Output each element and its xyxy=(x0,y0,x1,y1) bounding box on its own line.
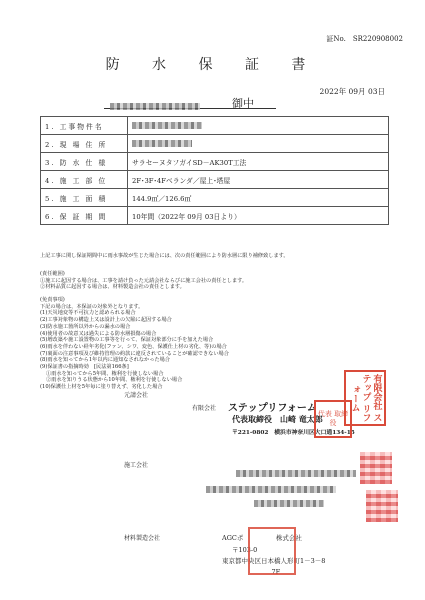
row-label: 3. 防 水 仕 様 xyxy=(41,153,128,171)
list-item: ②材料品質に起因する場合は、材料製造会社の責任とします。 xyxy=(40,284,185,291)
exemptions-intro: 下記の場合は、本保証の対象外となります。 xyxy=(40,303,144,310)
installer-seal-secondary xyxy=(366,490,398,522)
row-value: 10年間（2022年 09月 03日より） xyxy=(128,207,389,225)
list-item: ①施工に起因する場合は、工事を請け負った元請会社ならびに施工会社の責任とします。 xyxy=(40,277,248,284)
manufacturer-address: 東京都中央区日本橋人形町1－3－8 xyxy=(222,557,326,565)
document-title: 防 水 保 証 書 xyxy=(105,57,320,73)
table-row xyxy=(41,117,389,135)
table-row xyxy=(41,207,389,225)
manufacturer-postal: 〒103-0 xyxy=(232,546,258,554)
row-label: 6. 保 証 期 間 xyxy=(41,207,128,225)
manufacturer-building: 7F xyxy=(252,568,281,576)
redacted-installer-address xyxy=(206,486,336,493)
list-item: (7)裏面の注意事項及び維持管理の約款に違反されていることが確認できない場合 xyxy=(40,350,229,357)
exemptions-heading: (免責事項) xyxy=(40,297,65,303)
list-item: (4)使用者の故意又は過失による防水層損傷の場合 xyxy=(40,330,157,337)
property-name-value xyxy=(128,117,389,135)
row-value: 2F･3F･4Fベランダ／屋上･塔屋 xyxy=(128,171,389,189)
certificate-number: 証No. SR220908002 xyxy=(326,35,403,43)
row-label: 1. 工事物件名 xyxy=(41,117,128,135)
redacted-recipient-name xyxy=(110,103,200,110)
list-item: (8)雨水を知ってから1年以内に通知なされなかった場合 xyxy=(40,357,170,364)
redacted-installer-name xyxy=(236,470,356,477)
contractor-logo-stamp: 有限会社 ステップ リフォーム xyxy=(344,370,386,426)
recipient-honorific: 御中 xyxy=(232,97,254,110)
table-row xyxy=(41,189,389,207)
redacted-site-address xyxy=(132,140,192,147)
list-item: (3)防水施工箇所以外からの漏水の場合 xyxy=(40,323,131,330)
contractor-name: ステップリフォーム xyxy=(228,403,317,414)
list-item: (6)雨水を伴わない経年劣化(ファン、シワ、変色、保護仕上材の劣化、等)の場合 xyxy=(40,343,227,350)
row-label: 5. 施 工 面 積 xyxy=(41,189,128,207)
list-item: ①雨水を知ってから5年間、権利を行使しない場合 xyxy=(46,370,164,377)
installer-label: 施工会社 xyxy=(124,462,149,469)
row-label: 4. 施 工 部 位 xyxy=(41,171,128,189)
responsibility-section xyxy=(40,271,390,291)
installer-seal xyxy=(360,452,392,484)
site-address-value xyxy=(128,135,389,153)
table-row xyxy=(41,171,389,189)
list-item: (10)保護仕上材を5年毎に塗り替えず、劣化した場合 xyxy=(40,384,163,391)
redacted-property-name xyxy=(132,122,202,129)
list-item: ②雨水を知りうる状態から10年間、権利を行使しない場合 xyxy=(46,377,183,384)
contractor-type: 有限会社 xyxy=(192,405,217,412)
row-value: 144.9㎡／126.6㎡ xyxy=(128,189,389,207)
redacted-installer-rep xyxy=(254,500,324,507)
contractor-address: 〒221-0802 横浜市神奈川区大口通134-15 xyxy=(232,430,355,436)
list-item: (9)保証書の指摘時効 [民法第166条] xyxy=(40,364,129,371)
table-row xyxy=(41,135,389,153)
table-row xyxy=(41,153,389,171)
row-label: 2. 現 場 住 所 xyxy=(41,135,128,153)
contractor-representative: 代表取締役 山崎 竜太郎 xyxy=(232,414,323,424)
warranty-info-table xyxy=(40,116,389,225)
list-item: (1)天災地変等不可抗力と認められる場合 xyxy=(40,310,136,317)
contractor-label: 元請会社 xyxy=(124,392,149,399)
exemptions-section xyxy=(40,297,390,391)
list-item: (2)工事対象物の構造上又は設計上の欠陥に起因する場合 xyxy=(40,317,172,324)
list-item: (5)増改築や施工設置物の工事等を行って、保証対象部分に手を加えた場合 xyxy=(40,337,214,344)
contractor-seal: 代表 取締役 xyxy=(314,400,352,438)
manufacturer-seal xyxy=(248,527,296,575)
manufacturer-name: AGCポ 株式会社 xyxy=(222,534,302,542)
row-value: サラセーヌタフガイSD－AK30T工法 xyxy=(128,153,389,171)
warranty-preface: 上記工事に関し保証期間中に雨水事故が生じた場合には、次の責任範囲により防水層に限り補修致します。 xyxy=(40,253,289,259)
responsibility-heading: (責任範囲) xyxy=(40,271,65,277)
manufacturer-label: 材料製造会社 xyxy=(124,535,161,542)
issue-date: 2022年 09月 03日 xyxy=(319,87,385,96)
